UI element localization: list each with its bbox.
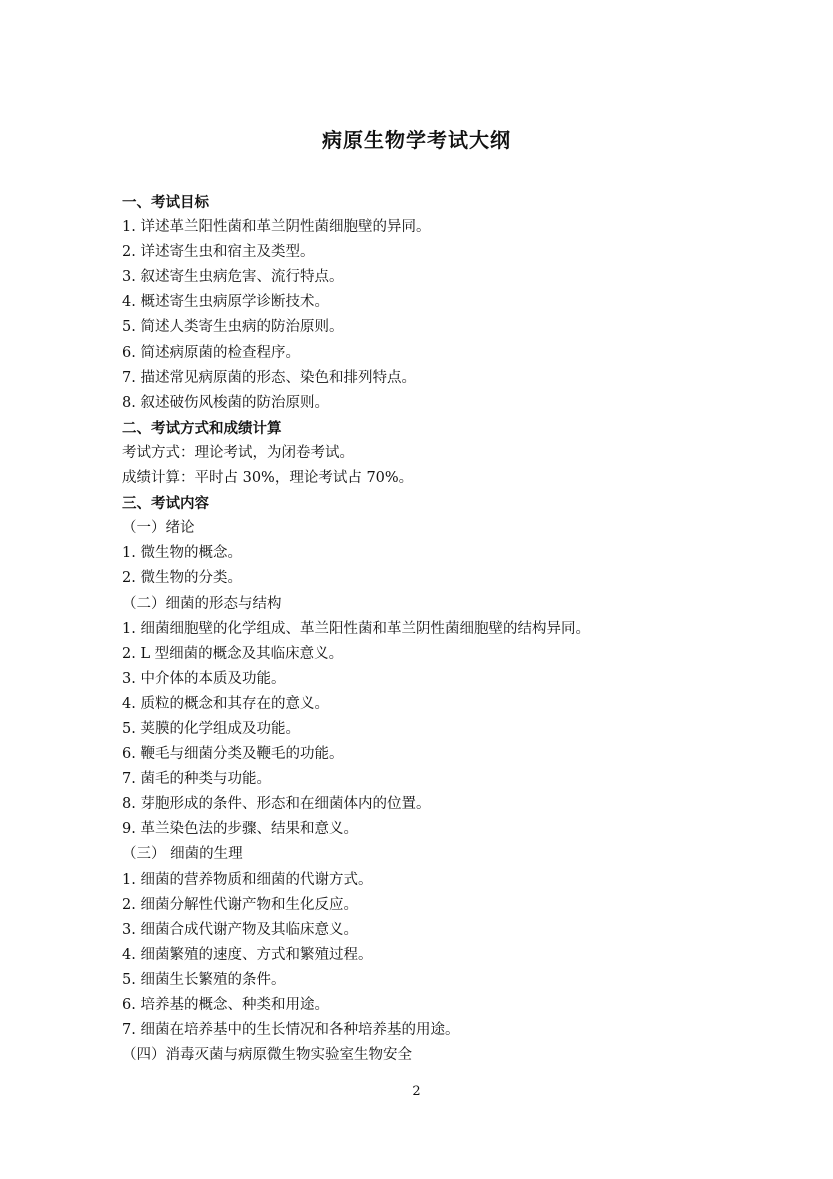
section-heading-exam-objectives: 一、考试目标 [122,194,209,211]
subsection-heading-bacteria-structure: （二）细菌的形态与结构 [122,595,282,612]
page-title: 病原生物学考试大纲 [322,128,511,152]
list-item: 8. 叙述破伤风梭菌的防治原则。 [122,394,329,411]
list-item: 3. 细菌合成代谢产物及其临床意义。 [122,921,358,938]
list-item: 1. 微生物的概念。 [122,545,242,562]
list-item: 7. 菌毛的种类与功能。 [122,771,271,788]
list-item: 5. 细菌生长繁殖的条件。 [122,971,286,988]
subsection-heading-introduction: （一）绪论 [122,520,195,537]
list-item: 1. 详述革兰阳性菌和革兰阴性菌细胞壁的异同。 [122,219,431,236]
page-number: 2 [412,1084,421,1099]
list-item: 2. 细菌分解性代谢产物和生化反应。 [122,896,358,913]
list-item: 6. 培养基的概念、种类和用途。 [122,997,329,1013]
document-body [122,190,722,1068]
list-item: 6. 鞭毛与细菌分类及鞭毛的功能。 [122,746,344,763]
list-item: 成绩计算：平时占 30%，理论考试占 70%。 [122,470,414,487]
list-item: 6. 简述病原菌的检查程序。 [122,344,300,361]
list-item: 5. 荚膜的化学组成及功能。 [122,720,300,737]
list-item: 1. 细菌细胞壁的化学组成、革兰阳性菌和革兰阴性菌细胞壁的结构异同。 [122,620,590,637]
list-item: 8. 芽胞形成的条件、形态和在细菌体内的位置。 [122,796,431,813]
subsection-heading-bacteria-physiology: （三） 细菌的生理 [122,846,243,863]
list-item: 2. L 型细菌的概念及其临床意义。 [122,645,344,662]
section-heading-exam-format: 二、考试方式和成绩计算 [122,419,282,437]
list-item: 9. 革兰染色法的步骤、结果和意义。 [122,821,358,838]
list-item: 7. 描述常见病原菌的形态、染色和排列特点。 [122,369,416,386]
list-item: 4. 质粒的概念和其存在的意义。 [122,695,329,712]
list-item: 1. 细菌的营养物质和细菌的代谢方式。 [122,871,373,888]
list-item: 4. 概述寄生虫病原学诊断技术。 [122,294,329,311]
list-item: 2. 详述寄生虫和宿主及类型。 [122,244,315,261]
list-item: 5. 简述人类寄生虫病的防治原则。 [122,319,344,336]
list-item: 2. 微生物的分类。 [122,570,242,587]
list-item: 考试方式：理论考试，为闭卷考试。 [122,444,354,461]
section-heading-exam-content: 三、考试内容 [122,495,209,513]
list-item: 3. 中介体的本质及功能。 [122,670,286,687]
list-item: 7. 细菌在培养基中的生长情况和各种培养基的用途。 [122,1022,460,1039]
subsection-heading-disinfection-biosafety: （四）消毒灭菌与病原微生物实验室生物安全 [122,1047,412,1064]
list-item: 4. 细菌繁殖的速度、方式和繁殖过程。 [122,946,373,963]
list-item: 3. 叙述寄生虫病危害、流行特点。 [122,269,344,286]
